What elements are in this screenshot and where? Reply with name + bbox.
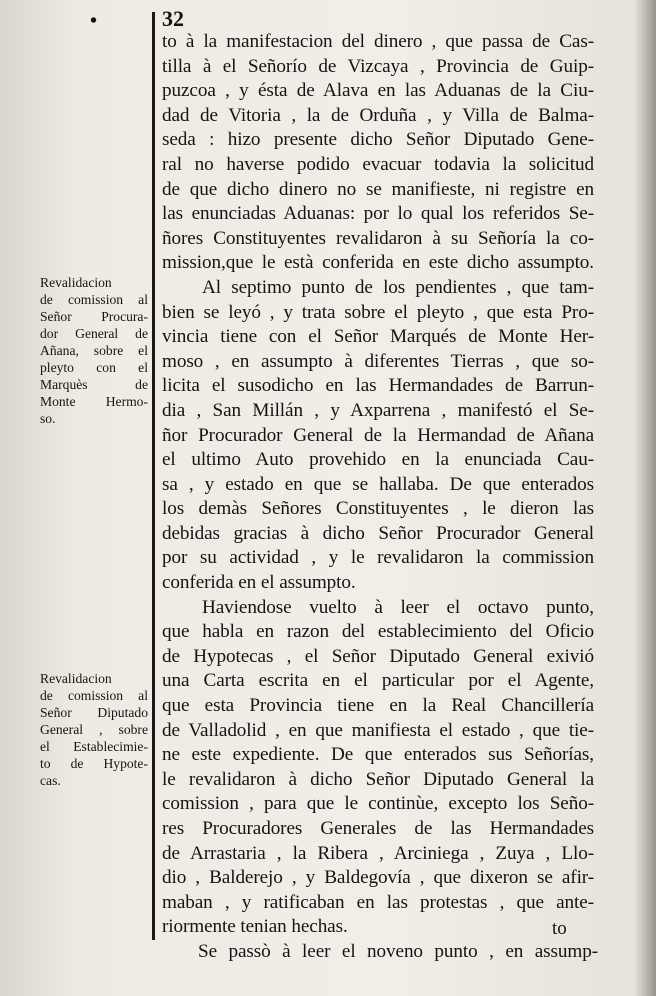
- text-line: por su actividad , y le revalidaron la commission: [162, 547, 594, 569]
- text-line: le revalidaron à dicho Señor Diputado General la: [162, 768, 594, 790]
- text-line: dio , Balderejo , y Baldegovía , que dixeron se afir-: [162, 867, 594, 889]
- text-line: ñor Procurador General de la Hermandad de Añana: [162, 424, 594, 446]
- main-text-block: [162, 30, 598, 965]
- margin-note-line: to de Hypote-: [40, 756, 148, 771]
- text-line: el ultimo Auto provehido en la enunciada Cau-: [162, 449, 594, 471]
- text-line: de Arrastaria , la Ribera , Arciniega , Zuya , Llo-: [162, 842, 594, 864]
- text-line: bien se leyó , y trata sobre el pleyto , que esta Pro-: [162, 301, 594, 323]
- text-line: licita el susodicho en las Hermandades de Barrun-: [162, 375, 594, 397]
- text-line: puzcoa , y ésta de Alava en las Aduanas de la Ciu-: [162, 80, 594, 102]
- text-line: ñores Constituyentes revalidaron à su Señoría la co-: [162, 227, 594, 249]
- margin-note-line: Señor Diputado: [40, 705, 148, 720]
- page-number: 32: [162, 6, 184, 31]
- text-line: riormente tenian hechas.: [162, 916, 348, 938]
- text-line: las enunciadas Aduanas: por lo qual los referidos Se-: [162, 203, 594, 225]
- text-line: res Procuradores Generales de las Hermandades: [162, 818, 594, 839]
- margin-note-line: so.: [40, 411, 56, 426]
- margin-note-line: pleyto con el: [40, 360, 148, 375]
- text-line: comission , para que le continùe, excepto los Seño-: [162, 793, 594, 815]
- margin-note-line: Revalidacion: [40, 671, 112, 686]
- margin-note-line: Señor Procura-: [40, 309, 148, 324]
- margin-note-1: [40, 274, 148, 427]
- ink-mark: •: [90, 10, 98, 32]
- margin-note-line: General , sobre: [40, 722, 148, 737]
- text-line: moso , en assumpto à diferentes Tierras , que so-: [162, 350, 594, 372]
- margin-note-line: Añana, sobre el: [40, 343, 148, 358]
- text-line: conferida en el assumpto.: [162, 572, 356, 594]
- text-line: to à la manifestacion del dinero , que passa de Cas-: [162, 31, 594, 52]
- text-line: vincia tiene con el Señor Marqués de Monte Her-: [162, 326, 594, 348]
- text-line: Haviendose vuelto à leer el octavo punto,: [202, 596, 594, 618]
- text-line: seda : hizo presente dicho Señor Diputado Gene-: [162, 129, 594, 151]
- text-line: que esta Provincia tiene en la Real Chancillería: [162, 695, 594, 717]
- margin-note-line: Marquès de: [40, 377, 148, 392]
- text-line: Al septimo punto de los pendientes , que tam-: [202, 276, 594, 298]
- margin-note-line: de comission al: [40, 292, 148, 307]
- text-line: los demàs Señores Constituyentes , le dieron las: [162, 498, 594, 520]
- text-line: dia , San Millán , y Axparrena , manifestó el Se-: [162, 399, 594, 421]
- margin-note-line: dor General de: [40, 326, 148, 341]
- text-line: maban , y ratificaban en las protestas , que ante-: [162, 891, 594, 913]
- text-line: ne este expediente. De que enterados sus Señorías,: [162, 744, 594, 766]
- text-line: de Hypotecas , el Señor Diputado General exivió: [162, 645, 594, 667]
- text-line: tilla à el Señorío de Vizcaya , Provincia de Guip-: [162, 55, 594, 77]
- margin-note-line: el Establecimie-: [40, 739, 148, 754]
- gutter-shadow: [634, 0, 656, 996]
- text-line: mission,que le està conferida en este dicho assumpto.: [162, 252, 594, 274]
- margin-note-line: Revalidacion: [40, 275, 112, 290]
- text-line: debidas gracias à dicho Señor Procurador General: [162, 522, 594, 544]
- text-line: sa , y estado en que se hallaba. De que enterados: [162, 473, 594, 495]
- margin-note-line: cas.: [40, 773, 61, 788]
- text-line: que habla en razon del establecimiento del Oficio: [162, 621, 594, 643]
- text-line: una Carta escrita en el particular por el Agente,: [162, 670, 594, 692]
- text-line: ral no haverse podido evacuar todavia la solicitud: [162, 153, 594, 175]
- text-line: de que dicho dinero no se manifieste, ni registre en: [162, 178, 594, 200]
- text-line: de Valladolid , en que manifiesta el estado , que tie-: [162, 719, 594, 741]
- text-line: dad de Vitoria , la de Orduña , y Villa de Balma-: [162, 104, 594, 126]
- margin-note-2: [40, 670, 148, 789]
- margin-note-line: de comission al: [40, 688, 148, 703]
- margin-note-line: Monte Hermo-: [40, 394, 148, 409]
- margin-rule: [152, 12, 155, 940]
- catchword: to: [552, 918, 567, 939]
- text-line: Se passò à leer el noveno punto , en assump-: [198, 940, 598, 962]
